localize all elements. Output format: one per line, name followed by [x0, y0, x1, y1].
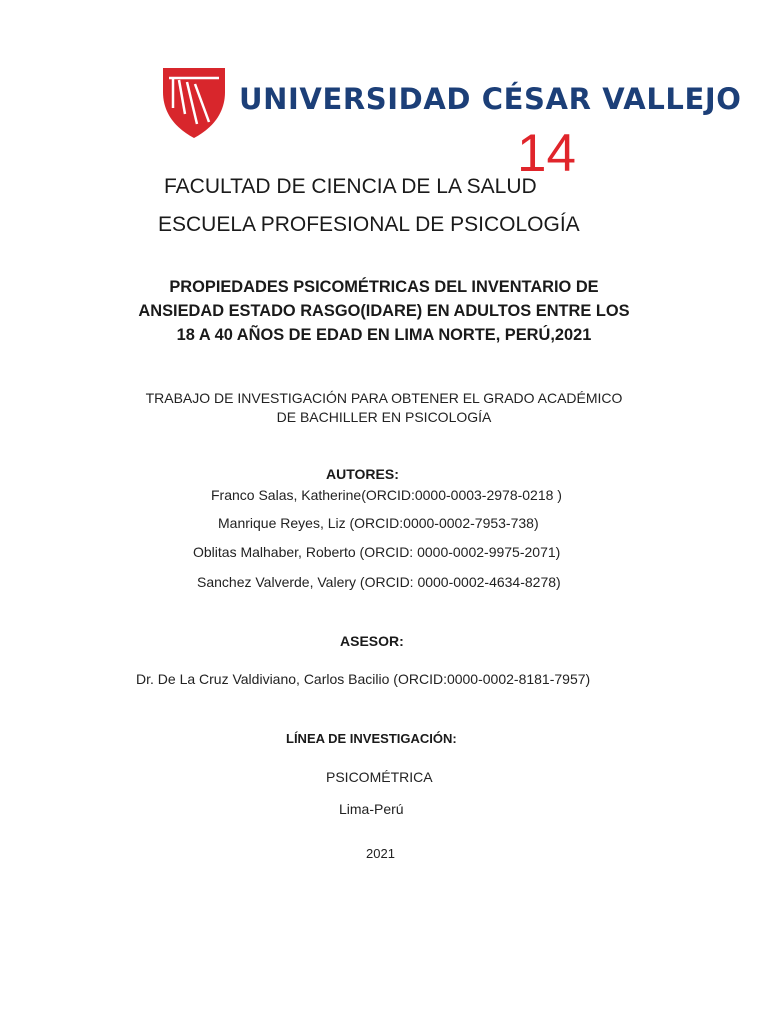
research-line-value: PSICOMÉTRICA — [326, 769, 433, 785]
page-number: 14 — [517, 124, 576, 183]
author-item: Oblitas Malhaber, Roberto (ORCID: 0000-0002-9975-2071) — [193, 544, 561, 560]
advisor-name: Dr. De La Cruz Valdiviano, Carlos Bacilio (ORCID:0000-0002-8181-7957) — [136, 671, 591, 687]
research-line-label: LÍNEA DE INVESTIGACIÓN: — [286, 731, 457, 746]
degree-statement-line: TRABAJO DE INVESTIGACIÓN PARA OBTENER EL GRADO ACADÉMICO — [145, 390, 623, 406]
degree-statement-line: DE BACHILLER EN PSICOLOGÍA — [276, 409, 492, 425]
degree-statement — [0, 389, 768, 427]
author-item: Sanchez Valverde, Valery (ORCID: 0000-0002-4634-8278) — [197, 574, 561, 590]
author-item: Franco Salas, Katherine(ORCID:0000-0003-2978-0218 ) — [211, 487, 562, 503]
place: Lima-Perú — [339, 801, 404, 817]
authors-label: AUTORES: — [326, 466, 399, 482]
author-item: Manrique Reyes, Liz (ORCID:0000-0002-7953-738) — [218, 515, 539, 531]
thesis-title-line: 18 A 40 AÑOS DE EDAD EN LIMA NORTE, PERÚ,2021 — [176, 326, 592, 344]
school-heading: ESCUELA PROFESIONAL DE PSICOLOGÍA — [158, 213, 580, 236]
year: 2021 — [366, 846, 395, 861]
university-shield-icon — [163, 68, 225, 138]
faculty-heading: FACULTAD DE CIENCIA DE LA SALUD — [164, 175, 537, 198]
thesis-title-line: ANSIEDAD ESTADO RASGO(IDARE) EN ADULTOS ENTRE LOS — [138, 302, 630, 320]
thesis-title-line: PROPIEDADES PSICOMÉTRICAS DEL INVENTARIO DE — [169, 278, 599, 296]
advisor-label: ASESOR: — [340, 633, 404, 649]
university-name: UNIVERSIDAD CÉSAR VALLEJO — [239, 82, 742, 116]
thesis-title — [0, 275, 768, 347]
